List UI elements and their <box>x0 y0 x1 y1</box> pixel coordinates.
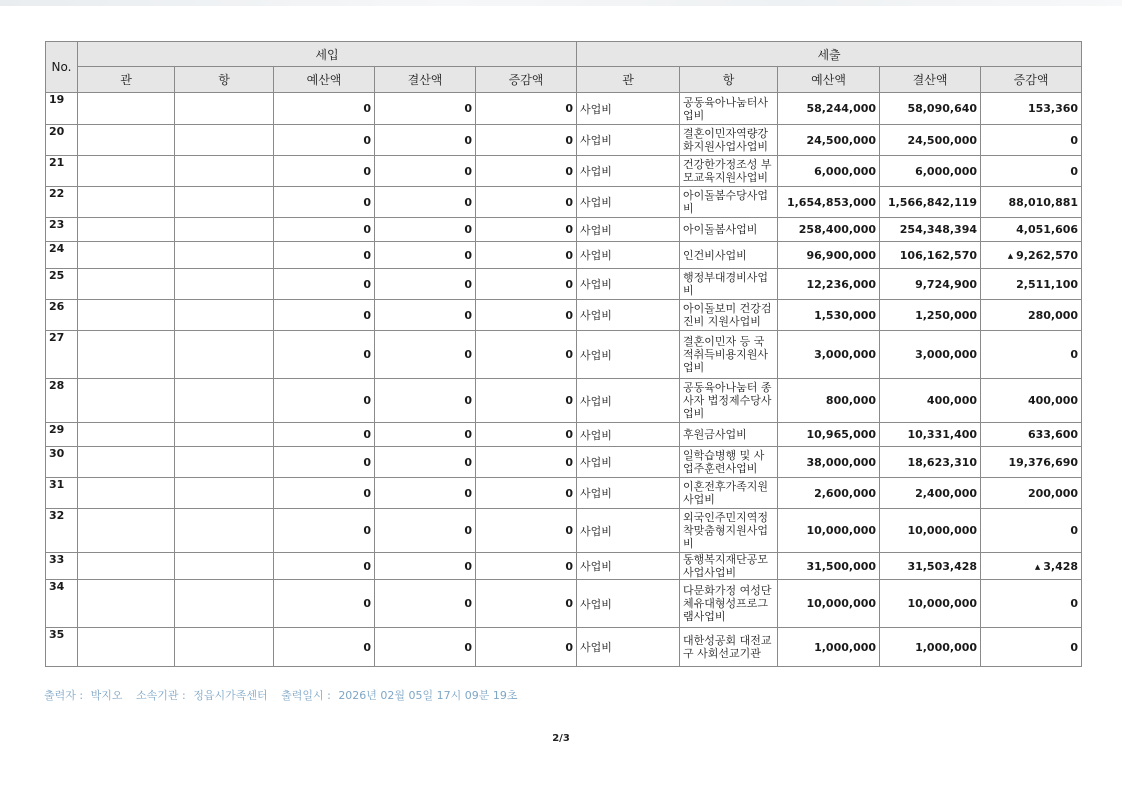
income-budget-cell: 0 <box>274 628 375 667</box>
expense-settled-cell: 58,090,640 <box>880 93 981 125</box>
expense-budget-cell: 10,965,000 <box>778 423 880 447</box>
income-gwan-cell <box>78 156 175 187</box>
printer-name: 박지오 <box>90 689 123 702</box>
row-number: 25 <box>46 269 78 300</box>
income-gwan-cell <box>78 379 175 423</box>
income-hang-cell <box>175 242 274 269</box>
income-budget-cell: 0 <box>274 423 375 447</box>
income-diff-cell: 0 <box>476 93 577 125</box>
income-gwan-cell <box>78 300 175 331</box>
expense-budget-cell: 10,000,000 <box>778 509 880 553</box>
expense-gwan-cell: 사업비 <box>577 269 680 300</box>
income-gwan-cell <box>78 628 175 667</box>
expense-hang-cell: 대한성공회 대전교구 사회선교기관 <box>680 628 778 667</box>
income-hang-cell <box>175 509 274 553</box>
income-settled-cell: 0 <box>375 125 476 156</box>
org-name: 정읍시가족센터 <box>193 689 268 702</box>
income-hang-cell <box>175 218 274 242</box>
expense-hang-header: 항 <box>680 67 778 93</box>
table-row <box>46 125 1082 156</box>
income-settled-cell: 0 <box>375 379 476 423</box>
row-number: 30 <box>46 447 78 478</box>
income-hang-cell <box>175 379 274 423</box>
income-diff-cell: 0 <box>476 580 577 628</box>
expense-diff-cell: 88,010,881 <box>981 187 1082 218</box>
expense-gwan-cell: 사업비 <box>577 300 680 331</box>
expense-settled-cell: 1,566,842,119 <box>880 187 981 218</box>
table-row <box>46 93 1082 125</box>
row-number: 27 <box>46 331 78 379</box>
income-hang-cell <box>175 331 274 379</box>
expense-settled-cell: 31,503,428 <box>880 553 981 580</box>
expense-diff-cell: 0 <box>981 331 1082 379</box>
diff-value: 9,262,570 <box>1016 248 1079 262</box>
expense-hang-cell: 외국인주민지역정착맞춤형지원사업비 <box>680 509 778 553</box>
expense-hang-cell: 결혼이민자역량강화지원사업사업비 <box>680 125 778 156</box>
expense-diff-cell: 0 <box>981 509 1082 553</box>
income-gwan-cell <box>78 553 175 580</box>
expense-diff-cell: 0 <box>981 156 1082 187</box>
expense-diff-cell: 2,511,100 <box>981 269 1082 300</box>
expense-gwan-cell: 사업비 <box>577 242 680 269</box>
expense-budget-cell: 24,500,000 <box>778 125 880 156</box>
income-hang-cell <box>175 423 274 447</box>
expense-budget-cell: 1,654,853,000 <box>778 187 880 218</box>
income-settled-cell: 0 <box>375 242 476 269</box>
expense-diff-cell: 0 <box>981 125 1082 156</box>
income-settled-cell: 0 <box>375 553 476 580</box>
table-row <box>46 331 1082 379</box>
expense-hang-cell: 건강한가정조성 부모교육지원사업비 <box>680 156 778 187</box>
expense-gwan-cell: 사업비 <box>577 423 680 447</box>
expense-diff-cell: 280,000 <box>981 300 1082 331</box>
expense-budget-header: 예산액 <box>778 67 880 93</box>
expense-budget-cell: 6,000,000 <box>778 156 880 187</box>
income-gwan-cell <box>78 269 175 300</box>
income-hang-cell <box>175 478 274 509</box>
income-hang-cell <box>175 447 274 478</box>
expense-budget-cell: 31,500,000 <box>778 553 880 580</box>
expense-settled-cell: 10,331,400 <box>880 423 981 447</box>
income-budget-cell: 0 <box>274 580 375 628</box>
income-diff-cell: 0 <box>476 218 577 242</box>
expense-diff-cell: 0 <box>981 580 1082 628</box>
income-diff-cell: 0 <box>476 300 577 331</box>
expense-hang-cell: 아이돌봄사업비 <box>680 218 778 242</box>
income-hang-cell <box>175 580 274 628</box>
print-date-value: 2026년 02월 05일 17시 09분 19초 <box>338 689 518 702</box>
expense-gwan-cell: 사업비 <box>577 553 680 580</box>
expense-settled-cell: 2,400,000 <box>880 478 981 509</box>
income-settled-cell: 0 <box>375 478 476 509</box>
no-header: No. <box>46 42 78 93</box>
expense-settled-cell: 10,000,000 <box>880 509 981 553</box>
income-diff-cell: 0 <box>476 125 577 156</box>
income-diff-cell: 0 <box>476 423 577 447</box>
expense-hang-cell: 이혼전후가족지원사업비 <box>680 478 778 509</box>
expense-gwan-cell: 사업비 <box>577 379 680 423</box>
expense-gwan-cell: 사업비 <box>577 478 680 509</box>
income-diff-cell: 0 <box>476 553 577 580</box>
row-number: 33 <box>46 553 78 580</box>
income-budget-cell: 0 <box>274 331 375 379</box>
expense-budget-cell: 96,900,000 <box>778 242 880 269</box>
org-label: 소속기관 : <box>135 689 186 702</box>
row-number: 35 <box>46 628 78 667</box>
income-budget-cell: 0 <box>274 125 375 156</box>
expense-settled-cell: 9,724,900 <box>880 269 981 300</box>
row-number: 31 <box>46 478 78 509</box>
negative-triangle-icon: ▲ <box>1007 251 1014 260</box>
table-row <box>46 156 1082 187</box>
income-budget-cell: 0 <box>274 187 375 218</box>
expense-hang-cell: 아이돌보미 건강검진비 지원사업비 <box>680 300 778 331</box>
row-number: 20 <box>46 125 78 156</box>
expense-settled-cell: 254,348,394 <box>880 218 981 242</box>
income-settled-cell: 0 <box>375 300 476 331</box>
table-row <box>46 553 1082 580</box>
expense-settled-cell: 6,000,000 <box>880 156 981 187</box>
income-diff-cell: 0 <box>476 447 577 478</box>
table-row <box>46 269 1082 300</box>
row-number: 26 <box>46 300 78 331</box>
income-gwan-header: 관 <box>78 67 175 93</box>
income-settled-cell: 0 <box>375 269 476 300</box>
row-number: 19 <box>46 93 78 125</box>
table-row <box>46 628 1082 667</box>
expense-gwan-cell: 사업비 <box>577 447 680 478</box>
table-row <box>46 447 1082 478</box>
expense-hang-cell: 다문화가정 여성단체유대형성프로그램사업비 <box>680 580 778 628</box>
diff-value: 3,428 <box>1043 559 1079 573</box>
print-date-label: 출력일시 : <box>281 689 331 702</box>
expense-diff-cell: 4,051,606 <box>981 218 1082 242</box>
expense-budget-cell: 1,000,000 <box>778 628 880 667</box>
row-number: 29 <box>46 423 78 447</box>
income-budget-cell: 0 <box>274 553 375 580</box>
income-hang-cell <box>175 300 274 331</box>
income-hang-header: 항 <box>175 67 274 93</box>
income-diff-cell: 0 <box>476 242 577 269</box>
table-row <box>46 509 1082 553</box>
expense-diff-cell: 200,000 <box>981 478 1082 509</box>
income-budget-cell: 0 <box>274 242 375 269</box>
expense-budget-cell: 12,236,000 <box>778 269 880 300</box>
income-settled-cell: 0 <box>375 218 476 242</box>
top-scan-edge <box>0 0 1122 6</box>
income-diff-cell: 0 <box>476 156 577 187</box>
expense-budget-cell: 58,244,000 <box>778 93 880 125</box>
income-budget-cell: 0 <box>274 300 375 331</box>
expense-diff-cell <box>981 242 1082 269</box>
expense-settled-cell: 400,000 <box>880 379 981 423</box>
expense-gwan-cell: 사업비 <box>577 156 680 187</box>
expense-budget-cell: 258,400,000 <box>778 218 880 242</box>
income-gwan-cell <box>78 509 175 553</box>
income-gwan-cell <box>78 218 175 242</box>
expense-budget-cell: 38,000,000 <box>778 447 880 478</box>
expense-hang-cell: 아이돌봄수당사업비 <box>680 187 778 218</box>
income-gwan-cell <box>78 447 175 478</box>
table-row <box>46 478 1082 509</box>
income-settled-cell: 0 <box>375 628 476 667</box>
income-settled-cell: 0 <box>375 509 476 553</box>
income-gwan-cell <box>78 331 175 379</box>
income-gwan-cell <box>78 580 175 628</box>
income-budget-header: 예산액 <box>274 67 375 93</box>
expense-gwan-cell: 사업비 <box>577 93 680 125</box>
table-row <box>46 300 1082 331</box>
expense-header: 세출 <box>577 42 1082 67</box>
page-number: 2/3 <box>552 733 570 744</box>
income-settled-cell: 0 <box>375 156 476 187</box>
row-number: 24 <box>46 242 78 269</box>
expense-hang-cell: 동행복지재단공모사업사업비 <box>680 553 778 580</box>
expense-diff-header: 증감액 <box>981 67 1082 93</box>
expense-diff-cell: 400,000 <box>981 379 1082 423</box>
settlement-table <box>45 41 1082 667</box>
income-budget-cell: 0 <box>274 93 375 125</box>
income-settled-cell: 0 <box>375 423 476 447</box>
expense-hang-cell: 행정부대경비사업비 <box>680 269 778 300</box>
income-budget-cell: 0 <box>274 218 375 242</box>
expense-settled-cell: 1,000,000 <box>880 628 981 667</box>
income-budget-cell: 0 <box>274 156 375 187</box>
table-row <box>46 580 1082 628</box>
negative-triangle-icon: ▲ <box>1034 562 1041 571</box>
printer-label: 출력자 : <box>44 689 84 702</box>
expense-hang-cell: 공동육아나눔터 종사자 법정제수당사업비 <box>680 379 778 423</box>
income-gwan-cell <box>78 93 175 125</box>
row-number: 32 <box>46 509 78 553</box>
income-gwan-cell <box>78 478 175 509</box>
expense-hang-cell: 후원금사업비 <box>680 423 778 447</box>
income-header: 세입 <box>78 42 577 67</box>
expense-diff-cell: 0 <box>981 628 1082 667</box>
expense-settled-cell: 3,000,000 <box>880 331 981 379</box>
income-hang-cell <box>175 553 274 580</box>
expense-hang-cell: 인건비사업비 <box>680 242 778 269</box>
income-hang-cell <box>175 269 274 300</box>
expense-settled-cell: 1,250,000 <box>880 300 981 331</box>
expense-gwan-cell: 사업비 <box>577 628 680 667</box>
income-diff-cell: 0 <box>476 187 577 218</box>
expense-budget-cell: 10,000,000 <box>778 580 880 628</box>
income-diff-cell: 0 <box>476 509 577 553</box>
income-diff-cell: 0 <box>476 269 577 300</box>
print-info-footer <box>44 687 528 703</box>
income-diff-cell: 0 <box>476 628 577 667</box>
expense-hang-cell: 결혼이민자 등 국적취득비용지원사업비 <box>680 331 778 379</box>
income-budget-cell: 0 <box>274 379 375 423</box>
income-gwan-cell <box>78 187 175 218</box>
expense-hang-cell: 일학습병행 및 사업주훈련사업비 <box>680 447 778 478</box>
expense-budget-cell: 1,530,000 <box>778 300 880 331</box>
income-settled-cell: 0 <box>375 187 476 218</box>
income-gwan-cell <box>78 125 175 156</box>
expense-budget-cell: 800,000 <box>778 379 880 423</box>
expense-diff-cell: 19,376,690 <box>981 447 1082 478</box>
table-body <box>46 93 1082 667</box>
expense-diff-cell: 153,360 <box>981 93 1082 125</box>
expense-diff-cell: 633,600 <box>981 423 1082 447</box>
income-settled-cell: 0 <box>375 580 476 628</box>
income-diff-cell: 0 <box>476 478 577 509</box>
expense-settled-cell: 106,162,570 <box>880 242 981 269</box>
expense-settled-cell: 24,500,000 <box>880 125 981 156</box>
expense-diff-cell <box>981 553 1082 580</box>
expense-gwan-cell: 사업비 <box>577 125 680 156</box>
expense-gwan-cell: 사업비 <box>577 187 680 218</box>
income-budget-cell: 0 <box>274 509 375 553</box>
expense-settled-header: 결산액 <box>880 67 981 93</box>
income-budget-cell: 0 <box>274 269 375 300</box>
expense-budget-cell: 3,000,000 <box>778 331 880 379</box>
expense-gwan-cell: 사업비 <box>577 580 680 628</box>
table-row <box>46 423 1082 447</box>
income-settled-cell: 0 <box>375 93 476 125</box>
row-number: 23 <box>46 218 78 242</box>
income-gwan-cell <box>78 242 175 269</box>
table-row <box>46 379 1082 423</box>
row-number: 34 <box>46 580 78 628</box>
income-budget-cell: 0 <box>274 447 375 478</box>
expense-gwan-cell: 사업비 <box>577 331 680 379</box>
expense-gwan-cell: 사업비 <box>577 218 680 242</box>
expense-settled-cell: 18,623,310 <box>880 447 981 478</box>
income-hang-cell <box>175 156 274 187</box>
row-number: 28 <box>46 379 78 423</box>
income-hang-cell <box>175 125 274 156</box>
expense-hang-cell: 공동육아나눔터사업비 <box>680 93 778 125</box>
expense-budget-cell: 2,600,000 <box>778 478 880 509</box>
table-row <box>46 242 1082 269</box>
income-budget-cell: 0 <box>274 478 375 509</box>
expense-gwan-header: 관 <box>577 67 680 93</box>
income-diff-cell: 0 <box>476 331 577 379</box>
income-settled-header: 결산액 <box>375 67 476 93</box>
row-number: 22 <box>46 187 78 218</box>
income-settled-cell: 0 <box>375 447 476 478</box>
income-diff-cell: 0 <box>476 379 577 423</box>
row-number: 21 <box>46 156 78 187</box>
expense-settled-cell: 10,000,000 <box>880 580 981 628</box>
income-settled-cell: 0 <box>375 331 476 379</box>
table-row <box>46 218 1082 242</box>
income-hang-cell <box>175 93 274 125</box>
expense-gwan-cell: 사업비 <box>577 509 680 553</box>
income-gwan-cell <box>78 423 175 447</box>
income-hang-cell <box>175 187 274 218</box>
income-hang-cell <box>175 628 274 667</box>
table-row <box>46 187 1082 218</box>
income-diff-header: 증감액 <box>476 67 577 93</box>
